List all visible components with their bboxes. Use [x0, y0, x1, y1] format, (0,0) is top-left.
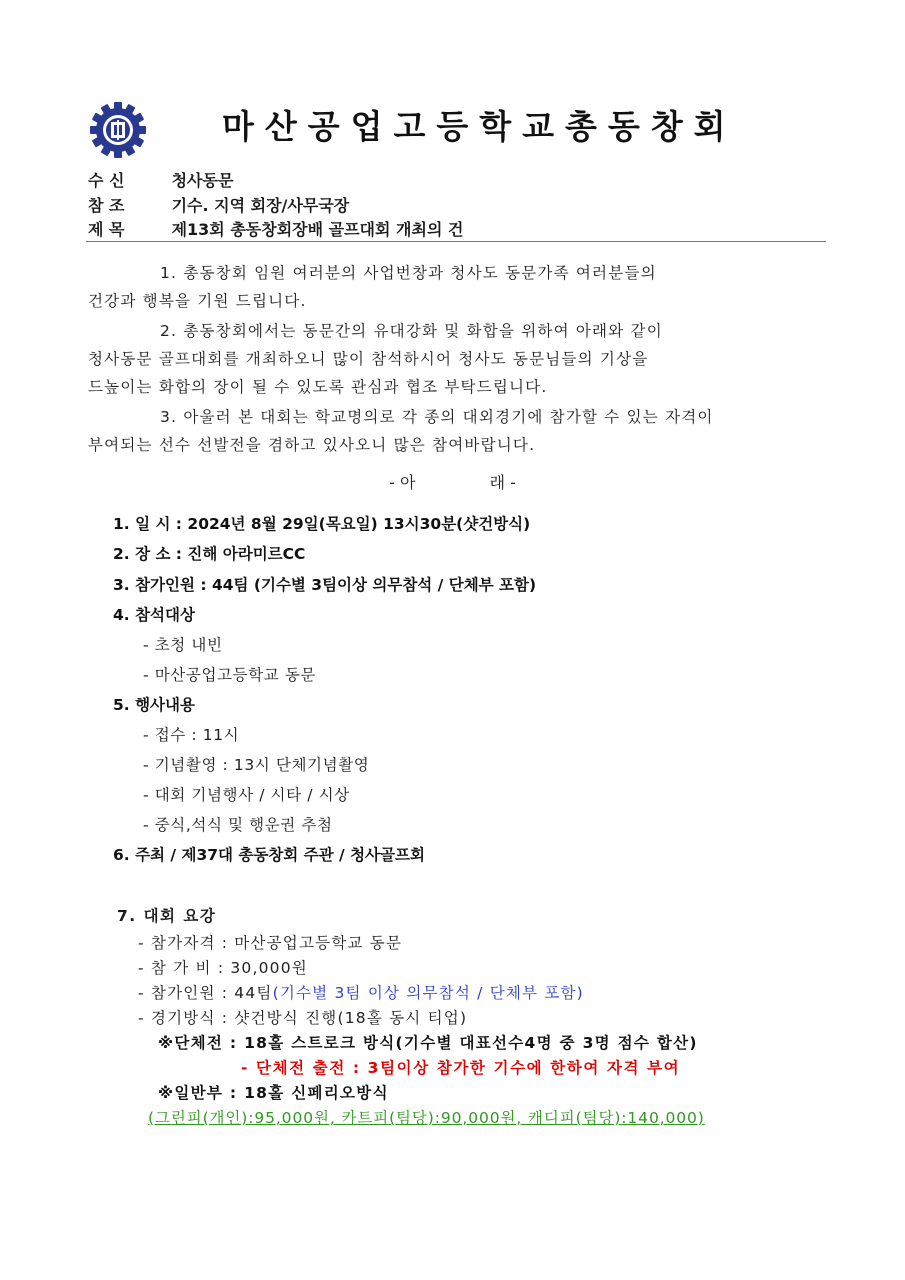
- below-heading: [0, 470, 905, 493]
- general-event-row: ※일반부 : 18홀 신페리오방식: [158, 1084, 389, 1102]
- participants-prefix: - 참가인원 : 44팀: [138, 984, 273, 1002]
- participants-row: [138, 981, 584, 1003]
- item-program: 5. 행사내용: [113, 696, 195, 714]
- section-7-title: 7. 대회 요강: [117, 907, 217, 925]
- paragraph-3: [88, 403, 828, 459]
- team-eligibility-note: - 단체전 출전 : 3팀이상 참가한 기수에 한하여 자격 부여: [241, 1059, 681, 1077]
- subject-row: [88, 217, 463, 240]
- below-heading-right: 래 -: [489, 473, 516, 492]
- participants-note: (기수별 3팀 이상 의무참석 / 단체부 포함): [272, 984, 584, 1002]
- paragraph-3-line-2: 부여되는 선수 선발전을 겸하고 있사오니 많은 참여바랍니다.: [88, 436, 536, 454]
- item-host: 6. 주최 / 제37대 총동창회 주관 / 청사골프회: [113, 846, 425, 864]
- team-event-row: ※단체전 : 18홀 스트로크 방식(기수별 대표선수4명 중 3명 점수 합산): [158, 1034, 698, 1052]
- subject-value: 제13회 총동창회장배 골프대회 개최의 건: [171, 220, 464, 239]
- item-date: 1. 일 시 : 2024년 8월 29일(목요일) 13시30분(샷건방식): [113, 515, 531, 533]
- organization-title: 마산공업고등학교총동창회: [222, 107, 737, 146]
- paragraph-2-line-3: 드높이는 화합의 장이 될 수 있도록 관심과 협조 부탁드립니다.: [88, 378, 548, 396]
- subject-label: 제 목: [88, 220, 125, 239]
- paragraph-2: [88, 317, 828, 401]
- item-venue: 2. 장 소 : 진해 아라미르CC: [113, 545, 306, 563]
- program-photo: - 기념촬영 : 13시 단체기념촬영: [143, 756, 370, 774]
- paragraph-1-line-1: 1. 총동창회 임원 여러분의 사업번창과 청사도 동문가족 여러분들의: [160, 264, 657, 282]
- paragraph-2-line-2: 청사동문 골프대회를 개최하오니 많이 참석하시어 청사도 동문님들의 기상을: [88, 350, 649, 368]
- reference-value: 기수. 지역 회장/사무국장: [171, 196, 350, 215]
- attendee-alumni: - 마산공업고등학교 동문: [143, 666, 316, 684]
- recipient-value: 청사동문: [171, 171, 234, 190]
- reference-row: [88, 193, 349, 216]
- paragraph-2-line-1: 2. 총동창회에서는 동문간의 유대강화 및 화합을 위하여 아래와 같이: [160, 322, 663, 340]
- recipient-row: [88, 168, 233, 191]
- program-meals: - 중식,석식 및 행운권 추첨: [143, 816, 333, 834]
- eligibility-row: - 참가자격 : 마산공업고등학교 동문: [138, 934, 403, 952]
- paragraph-1: [88, 259, 828, 315]
- header-divider: [86, 241, 826, 242]
- attendee-guests: - 초청 내빈: [143, 636, 223, 654]
- item-attendees: 4. 참석대상: [113, 606, 195, 624]
- gear-emblem-icon: [88, 100, 148, 160]
- below-heading-left: - 아: [389, 473, 416, 492]
- program-ceremony: - 대회 기념행사 / 시타 / 시상: [143, 786, 350, 804]
- item-participants: 3. 참가인원 : 44팀 (기수별 3팀이상 의무참석 / 단체부 포함): [113, 576, 537, 594]
- paragraph-3-line-1: 3. 아울러 본 대회는 학교명의로 각 종의 대외경기에 참가할 수 있는 자격이: [160, 408, 714, 426]
- fees-note: (그린피(개인):95,000원, 카트피(팀당):90,000원, 캐디피(팀당):140,000): [148, 1109, 705, 1127]
- paragraph-1-line-2: 건강과 행복을 기원 드립니다.: [88, 292, 307, 310]
- reference-label: 참 조: [88, 196, 125, 215]
- format-row: - 경기방식 : 샷건방식 진행(18홀 동시 티업): [138, 1009, 468, 1027]
- recipient-label: 수 신: [88, 171, 125, 190]
- fee-row: - 참 가 비 : 30,000원: [138, 959, 308, 977]
- program-reception: - 접수 : 11시: [143, 726, 240, 744]
